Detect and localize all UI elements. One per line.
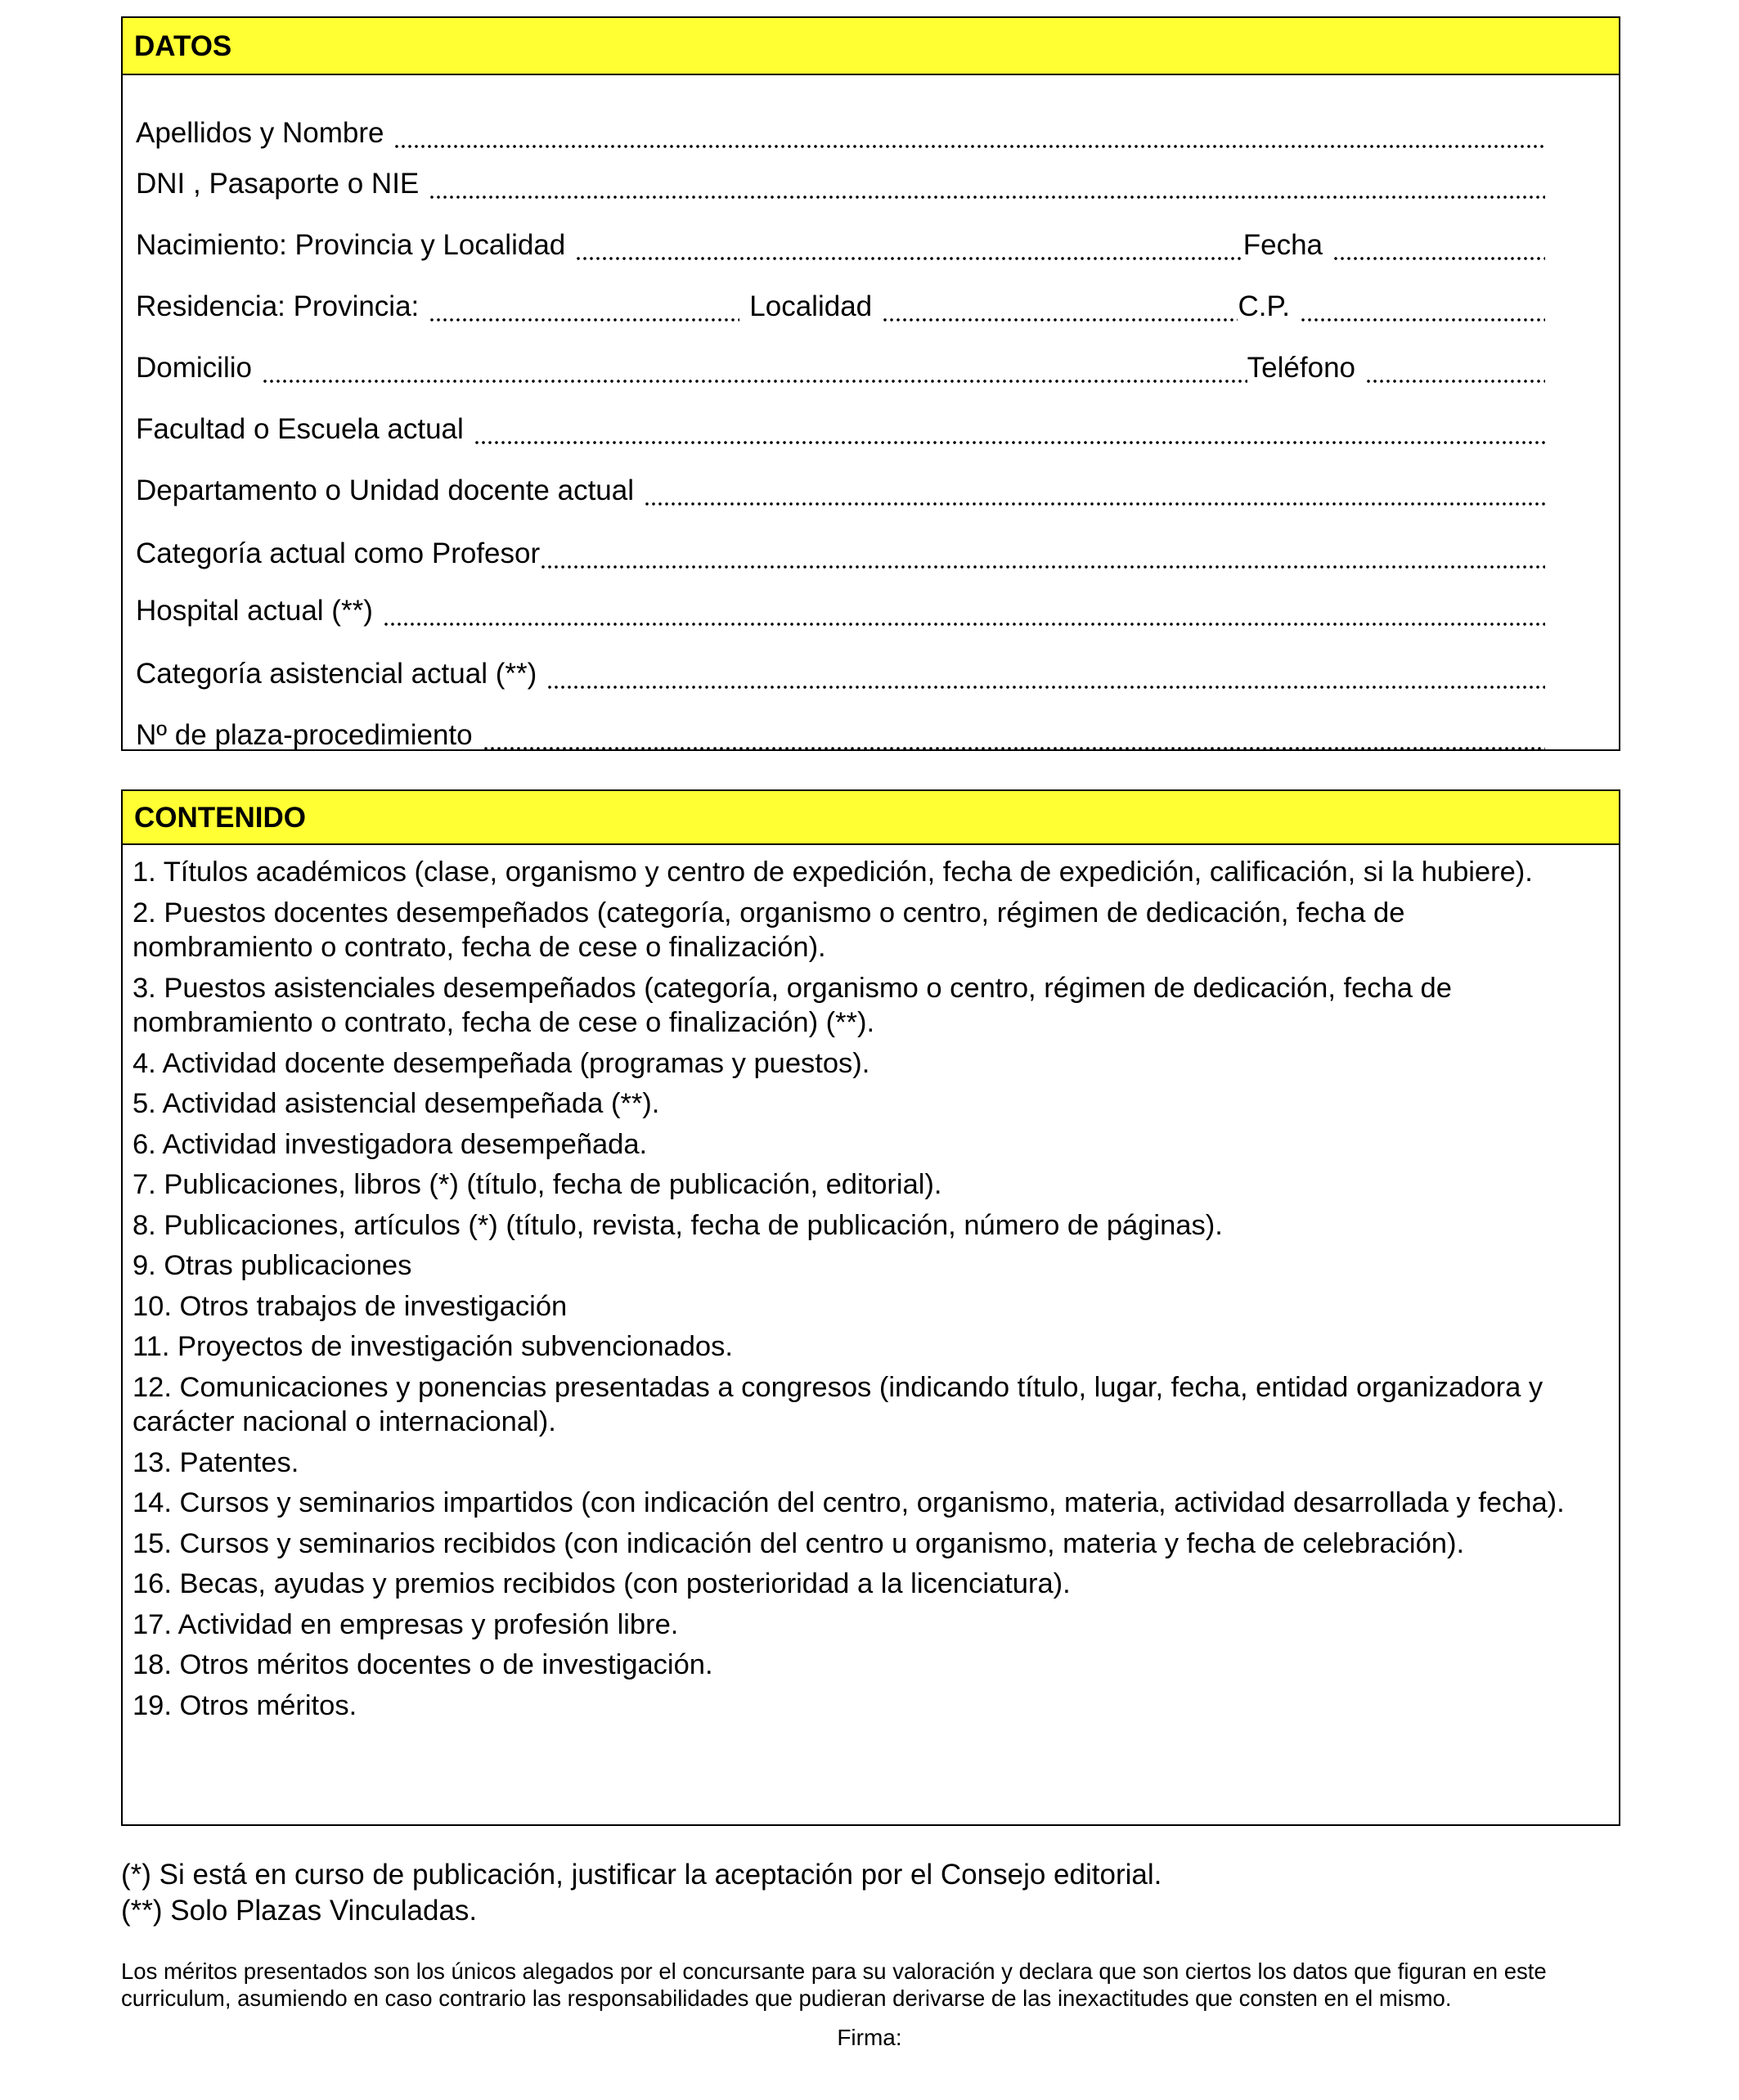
categoria-asistencial-blank[interactable] — [546, 657, 1545, 691]
list-item: 7. Publicaciones, libros (*) (título, fecha de publicación, editorial). — [133, 1169, 942, 1200]
departamento-label: Departamento o Unidad docente actual — [136, 474, 635, 506]
list-item: 9. Otras publicaciones — [133, 1250, 412, 1281]
facultad-blank[interactable] — [474, 412, 1545, 447]
list-item: 5. Actividad asistencial desempeñada (**). — [133, 1088, 660, 1119]
cp-label: C.P. — [1238, 290, 1290, 322]
contenido-header: CONTENIDO — [123, 791, 1619, 845]
localidad-blank[interactable] — [882, 290, 1238, 324]
fecha-blank[interactable] — [1332, 228, 1545, 263]
list-item: 3. Puestos asistenciales desempeñados (categoría, organismo o centro, régimen de dedicación, fecha de nombramiento o contrato, fecha de cese o finalización) (**). — [133, 972, 1452, 1038]
telefono-label: Teléfono — [1247, 352, 1355, 384]
list-item: 17. Actividad en empresas y profesión libre. — [133, 1608, 679, 1640]
list-item: 15. Cursos y seminarios recibidos (con indicación del centro u organismo, materia y fecha de celebración). — [133, 1527, 1465, 1559]
cp-blank[interactable] — [1300, 290, 1545, 324]
list-item: 12. Comunicaciones y ponencias presentadas a congresos (indicando título, lugar, fecha, entidad organizadora y carácter nacional o internacional). — [133, 1371, 1544, 1437]
footnote-double-asterisk: (**) Solo Plazas Vinculadas. — [121, 1895, 478, 1927]
nacimiento-blank[interactable] — [575, 228, 1242, 263]
field-plaza[interactable] — [136, 712, 1545, 753]
contenido-list — [123, 845, 1619, 1723]
hospital-blank[interactable] — [383, 594, 1545, 628]
fecha-label: Fecha — [1242, 229, 1323, 261]
field-categoria-profesor[interactable] — [136, 530, 1545, 571]
field-hospital[interactable] — [136, 587, 1545, 628]
footnote-single-asterisk: (*) Si está en curso de publicación, justificar la aceptación por el Consejo editorial. — [121, 1859, 1162, 1891]
field-nacimiento[interactable] — [136, 222, 1545, 263]
signature-label: Firma: — [837, 2025, 902, 2050]
localidad-label: Localidad — [749, 290, 873, 322]
field-apellidos[interactable] — [136, 110, 1545, 151]
plaza-blank[interactable] — [483, 718, 1545, 753]
datos-fields — [123, 75, 1619, 751]
plaza-label: Nº de plaza-procedimiento — [136, 719, 473, 751]
datos-section — [121, 16, 1620, 751]
list-item: 1. Títulos académicos (clase, organismo y centro de expedición, fecha de expedición, calificación, si la hubiere). — [133, 857, 1533, 888]
declaration-text: Los méritos presentados son los únicos alegados por el concursante para su valoración y declara que son ciertos los datos que figuran en este curriculum, asumiendo en caso contrario las responsabilidades que pudieran derivarse de las inexactitudes que consten en el mismo. — [121, 1958, 1547, 2011]
domicilio-blank[interactable] — [262, 351, 1247, 385]
datos-header: DATOS — [123, 18, 1619, 75]
footnotes — [121, 1857, 1620, 1929]
hospital-label: Hospital actual (**) — [136, 595, 373, 627]
list-item: 6. Actividad investigadora desempeñada. — [133, 1128, 648, 1160]
nacimiento-label: Nacimiento: Provincia y Localidad — [136, 229, 566, 261]
field-dni[interactable] — [136, 160, 1545, 201]
list-item: 8. Publicaciones, artículos (*) (título, revista, fecha de publicación, número de páginas). — [133, 1209, 1223, 1241]
apellidos-blank[interactable] — [393, 116, 1545, 151]
list-item: 2. Puestos docentes desempeñados (categoría, organismo o centro, régimen de dedicación, fecha de nombramiento o contrato, fecha de cese o finalización). — [133, 897, 1405, 963]
provincia-blank[interactable] — [429, 290, 739, 324]
field-residencia[interactable] — [136, 283, 1545, 324]
contenido-section — [121, 789, 1620, 1826]
list-item: 10. Otros trabajos de investigación — [133, 1290, 568, 1322]
telefono-blank[interactable] — [1365, 351, 1545, 385]
field-domicilio[interactable] — [136, 344, 1545, 385]
field-departamento[interactable] — [136, 467, 1545, 508]
list-item: 14. Cursos y seminarios impartidos (con indicación del centro, organismo, materia, actividad desarrollada y fecha). — [133, 1487, 1565, 1518]
categoria-profesor-blank[interactable] — [540, 537, 1545, 571]
field-facultad[interactable] — [136, 406, 1545, 447]
list-item: 11. Proyectos de investigación subvencionados. — [133, 1331, 733, 1362]
dni-label: DNI , Pasaporte o NIE — [136, 168, 420, 200]
field-categoria-asistencial[interactable] — [136, 650, 1545, 691]
list-item: 19. Otros méritos. — [133, 1689, 357, 1721]
dni-blank[interactable] — [429, 167, 1545, 201]
list-item: 18. Otros méritos docentes o de investigación. — [133, 1649, 713, 1680]
residencia-label: Residencia: Provincia: — [136, 290, 420, 322]
list-item: 4. Actividad docente desempeñada (programas y puestos). — [133, 1047, 870, 1079]
list-item: 13. Patentes. — [133, 1446, 299, 1478]
domicilio-label: Domicilio — [136, 352, 252, 384]
apellidos-label: Apellidos y Nombre — [136, 117, 384, 149]
categoria-asistencial-label: Categoría asistencial actual (**) — [136, 658, 537, 690]
categoria-profesor-label: Categoría actual como Profesor — [136, 537, 541, 569]
departamento-blank[interactable] — [644, 474, 1545, 508]
facultad-label: Facultad o Escuela actual — [136, 413, 464, 445]
list-item: 16. Becas, ayudas y premios recibidos (con posterioridad a la licenciatura). — [133, 1568, 1071, 1599]
